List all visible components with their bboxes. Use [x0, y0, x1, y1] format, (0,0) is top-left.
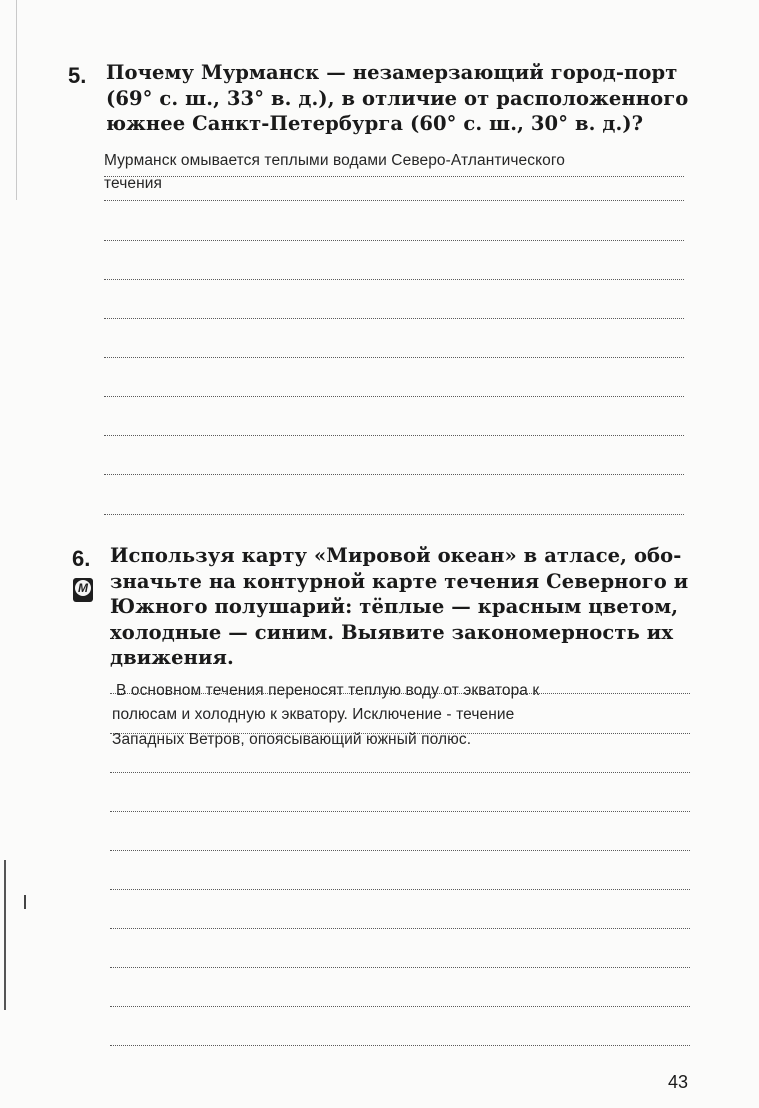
answer-line	[104, 435, 684, 436]
atlas-m-icon-letter: М	[75, 580, 91, 596]
answer-line	[110, 850, 690, 851]
answer-line	[104, 279, 684, 280]
answer-line	[110, 889, 690, 890]
task-6-question: Используя карту «Мировой океан» в атласе, обо- значьте на контурной карте течения Северного и Южного полушарий: тёплые — красным цветом, холодные — синим. Выявите закономерность их движения.	[110, 544, 689, 669]
task-6-number: 6.	[72, 546, 91, 571]
answer-line	[104, 396, 684, 397]
answer-line	[110, 811, 690, 812]
task-6-answer-line-2: полюсам и холодную к экватору. Исключение - течение	[112, 706, 515, 723]
answer-line	[104, 318, 684, 319]
atlas-m-icon	[73, 578, 93, 602]
answer-line	[110, 1006, 690, 1007]
binding-edge	[24, 895, 26, 909]
answer-line	[104, 176, 684, 177]
binding-edge	[16, 0, 17, 200]
answer-line	[110, 1045, 690, 1046]
answer-line	[110, 967, 690, 968]
answer-line	[104, 357, 684, 358]
task-5-number: 5.	[68, 63, 87, 88]
binding-edge	[4, 860, 6, 1010]
task-5-answer-line-2: течения	[104, 175, 163, 192]
answer-line	[104, 200, 684, 201]
answer-line	[104, 474, 684, 475]
page-number: 43	[668, 1072, 689, 1092]
task-5-question: Почему Мурманск — незамерзающий город-порт (69° с. ш., 33° в. д.), в отличие от расположенного южнее Санкт-Петербурга (60° с. ш., 30° в. д.)?	[106, 61, 689, 135]
task-5-answer-line-1: Мурманск омывается теплыми водами Северо-Атлантического	[104, 152, 565, 169]
task-6-answer-line-1: В основном течения переносят теплую воду от экватора к	[116, 682, 540, 699]
answer-line	[104, 240, 684, 241]
task-6-answer-line-3: Западных Ветров, опоясывающий южный полюс.	[112, 731, 472, 748]
answer-line	[110, 928, 690, 929]
answer-line	[104, 514, 684, 515]
answer-line	[110, 772, 690, 773]
